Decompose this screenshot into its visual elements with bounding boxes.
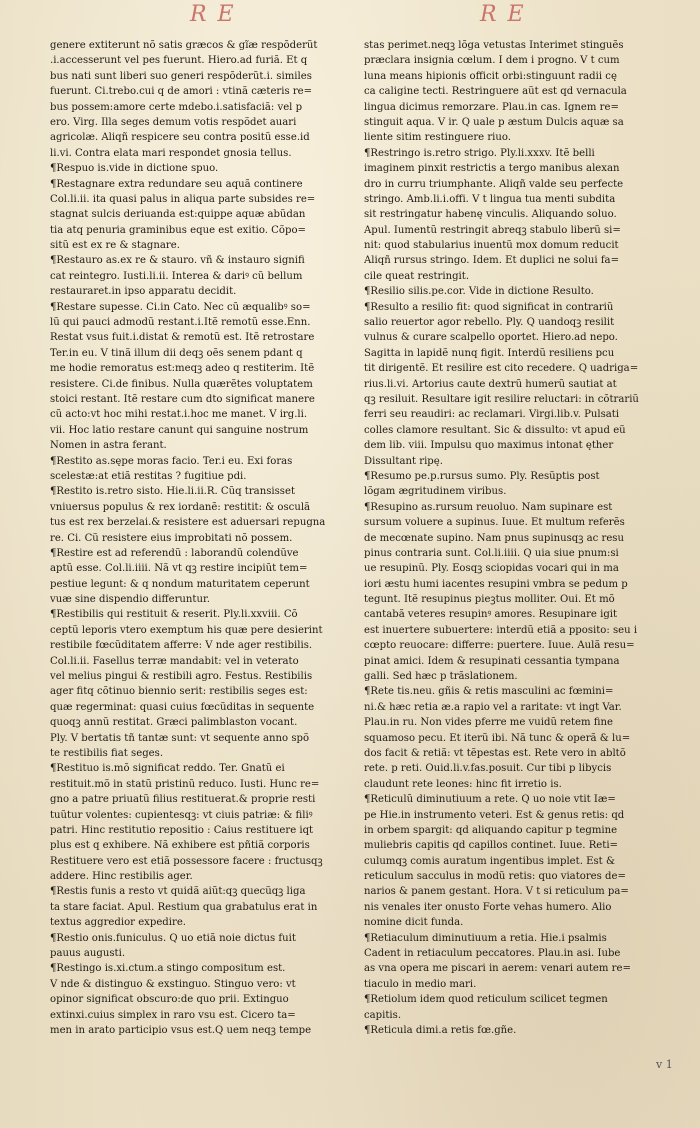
text-line: me hodie remoratus est:meqꝫ adeo q restiterim. Itẽ <box>50 363 315 375</box>
text-line: Restituere vero est etiã possessore facere : fructusqꝫ <box>50 855 323 867</box>
text-line: salio reuertor agor rebello. Ply. Q uandoqꝫ resilit <box>364 317 615 329</box>
text-line: Restat vsus fuit.i.distat & remotũ est. Itẽ retrostare <box>50 332 315 344</box>
text-line: culumqꝫ comis auratum ingentibus implet. Est & <box>364 855 615 867</box>
running-head-left: R E <box>190 2 236 27</box>
text-line: fuerunt. Ci.trebo.cui q de amori : vtinã cæteris re= <box>50 86 313 98</box>
text-line: Plau.in ru. Non vides pferre me vuidũ retem fine <box>364 717 613 729</box>
text-line: rius.li.vi. Artorius caute dextrũ humerũ sautiat at <box>364 378 617 390</box>
text-line: V nde & distinguo & exstinguo. Stinguo vero: vt <box>50 978 296 990</box>
text-line: ¶Respuo is.vide in dictione spuo. <box>50 163 219 175</box>
text-line: tuũtur volentes: cupientesqꝫ: vt ciuis patriæ: & filiꝰ <box>50 809 313 821</box>
text-line: vulnus & curare scalpello oportet. Hiero.ad nepo. <box>364 332 618 344</box>
text-line: sursum voluere a supinus. Iuue. Et multum referẽs <box>364 517 625 529</box>
text-line: stoici restant. Itẽ restare cum dto significat manere <box>50 393 315 405</box>
text-line: ni.& hæc retia æ.a rapio vel a raritate: vt ingt Var. <box>364 701 622 713</box>
text-line: ¶Restare supesse. Ci.in Cato. Nec cũ æqualibꝰ so= <box>50 301 311 313</box>
text-line: stagnat sulcis deriuanda est:quippe aquæ abũdan <box>50 209 306 221</box>
text-line: nomine dicit funda. <box>364 917 464 929</box>
text-line: vel melius pingui & restibili agro. Festus. Restibilis <box>50 671 313 683</box>
text-line: reticulum sacculus in modũ retis: quo viatores de= <box>364 871 626 883</box>
text-line: ceptũ leporis vtero exemptum his quæ pere desierint <box>50 624 323 636</box>
text-line: pinus contraria sunt. Col.li.iiii. Q uia siue pnum:si <box>364 547 619 559</box>
text-line: cũ acto:vt hoc mihi restat.i.hoc me manet. V irg.li. <box>50 409 308 421</box>
text-line: luna means hipionis officit orbi:stinguunt radii cę <box>364 70 617 82</box>
text-line: ¶Restio onis.funiculus. Q uo etiã noie dictus fuit <box>50 932 296 944</box>
text-line: tia atq penuria graminibus eque est exitio. Cõpo= <box>50 224 306 236</box>
text-line: imaginem pinxit restrictis a tergo manibus alexan <box>364 163 620 175</box>
text-line: genere extiterunt nõ satis græcos & gĩæ respõderũt <box>50 40 318 51</box>
text-line: dos facit & retiã: vt tẽpestas est. Rete vero in abltõ <box>364 747 626 759</box>
text-line: textus aggredior expedire. <box>50 917 187 929</box>
text-line: in orbem spargit: qd aliquando capitur p tegmine <box>364 824 618 836</box>
text-line: ¶Restagnare extra redundare seu aquã continere <box>50 178 303 190</box>
text-line: re. Ci. Cũ resistere eius improbitati nõ possem. <box>50 532 293 544</box>
text-line: iori æstu humi iacentes resupini vmbra se pedum p <box>364 578 628 590</box>
text-line: dro in curru triumphante. Aliqñ valde seu perfecte <box>364 178 624 190</box>
text-line: de mecœnate supino. Nam pnus supinusqꝫ ac resu <box>364 532 624 544</box>
text-line: squamoso pecu. Et iterũ ibi. Nã tunc & operã & lu= <box>364 732 631 744</box>
text-line: sit restringatur habenę vinculis. Aliquando soluo. <box>364 209 617 221</box>
text-line: vniuersus populus & rex iordanẽ: restitit: & osculã <box>50 501 311 513</box>
text-line: ¶Resulto a resilio fit: quod significat in contrariũ <box>364 301 614 313</box>
text-line: pe Hie.in instrumento veteri. Est & genus retis: qd <box>364 809 625 821</box>
text-line: ¶Restauro as.ex re & stauro. vñ & instauro signifi <box>50 255 305 267</box>
text-line: agricolæ. Aliqñ respicere seu contra positũ esse.id <box>50 132 310 144</box>
text-line: quoqꝫ annũ restitat. Græci palimblaston vocant. <box>50 717 298 729</box>
left-column <box>50 38 354 1048</box>
text-line: .i.accesserunt vel pes fuerunt. Hiero.ad furiã. Et q <box>50 55 308 67</box>
text-line: ¶Resupino as.rursum reuoluo. Nam supinare est <box>364 501 613 513</box>
text-line: cantabã veteres resupinꝰ amores. Resupinare igit <box>364 609 618 621</box>
text-line: ¶Restis funis a resto vt quidã aiũt:qꝫ quecũqꝫ liga <box>50 886 306 898</box>
text-line: te restibilis fiat seges. <box>50 747 164 759</box>
text-line: Apul. Iumentũ restringit abreqꝫ stabulo liberũ si= <box>364 224 621 236</box>
text-line: nis venales iter onusto Forte vehas humero. Alio <box>364 901 612 913</box>
signature-mark: v 1 <box>656 1058 673 1071</box>
text-line: cœpto reuocare: differre: puertere. Iuue. Aulã resu= <box>364 640 635 652</box>
text-line: ¶Reticula dimi.a retis fœ.gñe. <box>364 1025 517 1036</box>
text-line: ager fitq cõtinuo biennio serit: restibilis seges est: <box>50 686 308 698</box>
text-line: stinguit aqua. V ir. Q uale p æstum Dulcis aquæ sa <box>364 116 624 128</box>
text-line: Col.li.ii. Fasellus terræ mandabit: vel in veterato <box>50 655 299 667</box>
text-line: ¶Restibilis qui restituit & reserit. Ply.li.xxviii. Cõ <box>50 609 298 621</box>
text-line: liente sitim restinguere riuo. <box>364 132 512 144</box>
text-line: lũ qui pauci admodũ restant.i.Itẽ remotũ esse.Enn. <box>50 317 311 329</box>
text-line: Ply. V bertatis tñ tantæ sunt: vt sequente anno spõ <box>50 732 310 744</box>
text-line: ue resupinũ. Ply. Eosqꝫ sciopidas vocari qui in ma <box>364 563 619 575</box>
text-line: muliebris capitis qd capillos continet. Iuue. Reti= <box>364 840 619 852</box>
text-line: ¶Resumo pe.p.rursus sumo. Ply. Resũptis post <box>364 470 600 482</box>
text-line: ca caligine tecti. Restringuere aũt est qd vernacula <box>364 86 627 98</box>
text-line: men in arato participio vsus est.Q uem neqꝫ tempe <box>50 1025 312 1036</box>
text-line: ero. Virg. Illa seges demum votis respõdet auari <box>50 116 297 128</box>
text-line: ¶Restringo is.retro strigo. Ply.li.xxxv. Itẽ belli <box>364 147 595 159</box>
text-line: Col.li.ii. ita quasi palus in aliqua parte subsides re= <box>50 193 316 205</box>
text-line: ¶Restituo is.mõ significat reddo. Ter. Gnatũ ei <box>50 763 285 775</box>
text-line: capitis. <box>364 1009 402 1021</box>
text-line: aptũ esse. Col.li.iiii. Nã vt qꝫ restire incipiũt tem= <box>50 563 308 575</box>
text-line: ¶Rete tis.neu. gñis & retis masculini ac fœmini= <box>364 686 614 698</box>
text-line: li.vi. Contra elata mari respondet gnosia tellus. <box>50 147 292 159</box>
text-line: restauraret.in ipso apparatu decidit. <box>50 286 237 298</box>
text-line: tegunt. Itẽ resupinus pieꝫtus molliter. Oui. Et mõ <box>364 594 615 606</box>
text-line: lõgam ægritudinem viribus. <box>364 486 507 498</box>
text-line: ¶Restito as.sępe moras facio. Ter.i eu. Exi foras <box>50 455 293 467</box>
text-line: stringo. Amb.li.i.offi. V t lingua tua menti subdita <box>364 193 616 205</box>
text-line: as vna opera me piscari in aerem: venari autem re= <box>364 963 631 975</box>
text-line: tiaculo in medio mari. <box>364 978 477 990</box>
text-line: vii. Hoc latio restare canunt qui sanguine nostrum <box>50 424 309 436</box>
text-line: bus possem:amore certe mdebo.i.satisfaciã: vel p <box>50 101 303 113</box>
text-line: stas perimet.neqꝫ lõga vetustas Interimet stinguẽs <box>364 40 624 51</box>
text-line: extinxi.cuius simplex in raro vsu est. Cicero ta= <box>50 1009 296 1021</box>
text-line: opinor significat obscuro:de quo prii. Extinguo <box>50 994 289 1006</box>
text-line: Nomen in astra ferant. <box>50 440 167 452</box>
text-line: dem lib. viii. Impulsu quo maximus intonat ęther <box>364 440 614 452</box>
text-line: præclara insignia cœlum. I dem i progno. V t cum <box>364 55 620 67</box>
text-line: tit dirigentẽ. Et resilire est cito recedere. Q uadriga= <box>364 363 639 375</box>
running-head-right: R E <box>480 2 526 27</box>
text-line: gno a patre priuatũ filius restituerat.& proprie resti <box>50 794 316 806</box>
text-line: Aliqñ rursus stringo. Idem. Et duplici ne solui fa= <box>364 255 620 267</box>
text-line: ¶Retiaculum diminutiuum a retia. Hie.i psalmis <box>364 932 607 944</box>
text-line: pestiue legunt: & q nondum maturitatem ceperunt <box>50 578 310 590</box>
text-line: nit: quod stabularius inuentũ mox domum reducit <box>364 240 619 252</box>
text-line: ¶Resilio silis.pe.cor. Vide in dictione Resulto. <box>364 286 594 298</box>
text-line: addere. Hinc restibilis ager. <box>50 871 193 883</box>
text-line: ferri seu reaudiri: ac reclamari. Virgi.lib.v. Pulsati <box>364 409 620 421</box>
text-line: ¶Restire est ad referendũ : laborandũ colendũve <box>50 547 299 559</box>
text-line: plus est q exhibere. Nã exhibere est pñtiã corporis <box>50 840 310 852</box>
text-line: ta stare faciat. Apul. Restium qua grabatulus erat in <box>50 901 318 913</box>
text-line: colles clamore resultant. Sic & dissulto: vt apud eũ <box>364 424 626 436</box>
text-line: pauus augusti. <box>50 948 126 960</box>
text-line: claudunt rete leones: hinc fit irretio is. <box>364 778 562 790</box>
text-line: tus est rex berzelai.& resistere est aduersari repugna <box>50 517 326 529</box>
text-line: lingua dicimus remorzare. Plau.in cas. Ignem re= <box>364 101 619 113</box>
text-line: Ter.in eu. V tinã illum dii deqꝫ oẽs senem pdant q <box>50 347 303 359</box>
text-line: Dissultant ripę. <box>364 455 443 467</box>
text-line: ¶Restingo is.xi.ctum.a stingo compositum est. <box>50 963 286 975</box>
text-line: pinat amici. Idem & resupinati cessantia tympana <box>364 655 620 667</box>
text-line: rete. p reti. Ouid.li.v.fas.posuit. Cur tibi p libycis <box>364 763 612 775</box>
text-line: Cadent in retiaculum peccatores. Plau.in asi. Iube <box>364 948 621 960</box>
text-line: Sagitta in lapidẽ nunq figit. Interdũ resiliens pcu <box>364 347 615 359</box>
right-column <box>364 38 660 1048</box>
text-line: ¶Restito is.retro sisto. Hie.li.ii.R. Cũq transisset <box>50 486 295 498</box>
text-line: cile queat restringit. <box>364 270 470 282</box>
text-line: est inuertere subuertere: interdũ etiã a pposito: seu i <box>364 624 638 636</box>
text-line: sitũ est ex re & stagnare. <box>50 240 180 252</box>
text-line: resistere. Ci.de finibus. Nulla quærẽtes voluptatem <box>50 378 313 390</box>
text-line: vuæ sine dispendio differuntur. <box>50 594 210 606</box>
text-line: scelestæ:at etiã restitas ? fugitiue pdi. <box>50 470 247 482</box>
text-line: ¶Retiolum idem quod reticulum scilicet tegmen <box>364 994 608 1006</box>
text-line: bus nati sunt liberi suo generi respõderũt.i. similes <box>50 70 312 82</box>
text-line: quæ regerminat: quasi cuius fœcũditas in sequente <box>50 701 315 713</box>
text-line: galli. Sed hæc p trãslationem. <box>364 671 518 683</box>
text-line: patri. Hinc restitutio repositio : Caius restituere iqt <box>50 824 314 836</box>
text-line: cat reintegro. Iusti.li.ii. Interea & dariꝰ cũ bellum <box>50 270 303 282</box>
text-line: qꝫ resiluit. Resultare igit resilire reluctari: in cõtrariũ <box>364 393 639 405</box>
text-line: ¶Reticulũ diminutiuum a rete. Q uo noie vtit Iæ= <box>364 794 616 806</box>
text-line: restituit.mõ in statũ pristinũ reduco. Iusti. Hunc re= <box>50 778 320 790</box>
text-line: narios & panem gestant. Hora. V t si reticulum pa= <box>364 886 629 898</box>
text-line: restibile fœcũditatem afferre: V nde ager restibilis. <box>50 640 313 652</box>
